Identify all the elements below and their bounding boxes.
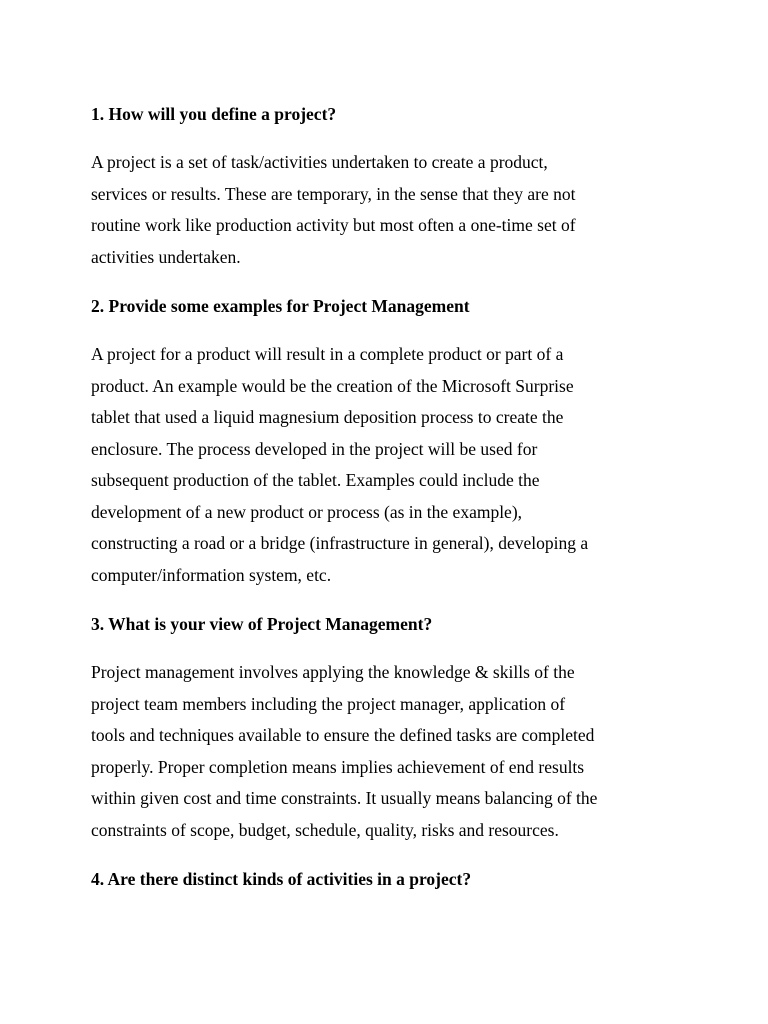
question-heading: 3. What is your view of Project Management? [91,614,433,634]
answer-line: development of a new product or process (as in the example), [91,501,523,522]
answer-line: tablet that used a liquid magnesium deposition process to create the [91,407,564,427]
answer-line: properly. Proper completion means implies achievement of end results [91,756,585,777]
answer-line: enclosure. The process developed in the project will be used for [91,438,538,459]
answer-line: subsequent production of the tablet. Examples could include the [91,470,540,490]
answer-line: A project is a set of task/activities undertaken to create a product, [91,152,548,172]
answer-line: product. An example would be the creation of the Microsoft Surprise [91,375,574,396]
answer-line: services or results. These are temporary, in the sense that they are not [91,183,576,204]
answer-paragraph [91,657,691,846]
section-3 [91,608,691,846]
answer-line: tools and techniques available to ensure the defined tasks are completed [91,725,595,745]
answer-line: A project for a product will result in a complete product or part of a [91,344,564,364]
answer-line: activities undertaken. [91,246,241,267]
answer-line: within given cost and time constraints. It usually means balancing of the [91,788,598,808]
question-heading: 2. Provide some examples for Project Management [91,296,470,316]
answer-line: constraints of scope, budget, schedule, quality, risks and resources. [91,819,559,840]
answer-line: constructing a road or a bridge (infrastructure in general), developing a [91,533,589,553]
section-2 [91,290,691,591]
answer-paragraph [91,339,691,591]
question-heading: 4. Are there distinct kinds of activities in a project? [91,869,472,889]
question-heading: 1. How will you define a project? [91,104,337,124]
section-4 [91,863,691,895]
answer-line: Project management involves applying the knowledge & skills of the [91,662,575,682]
document-content [91,98,691,912]
answer-line: computer/information system, etc. [91,564,332,585]
answer-line: project team members including the project manager, application of [91,693,566,714]
answer-line: routine work like production activity but most often a one-time set of [91,215,576,235]
section-1 [91,98,691,273]
answer-paragraph [91,147,691,273]
